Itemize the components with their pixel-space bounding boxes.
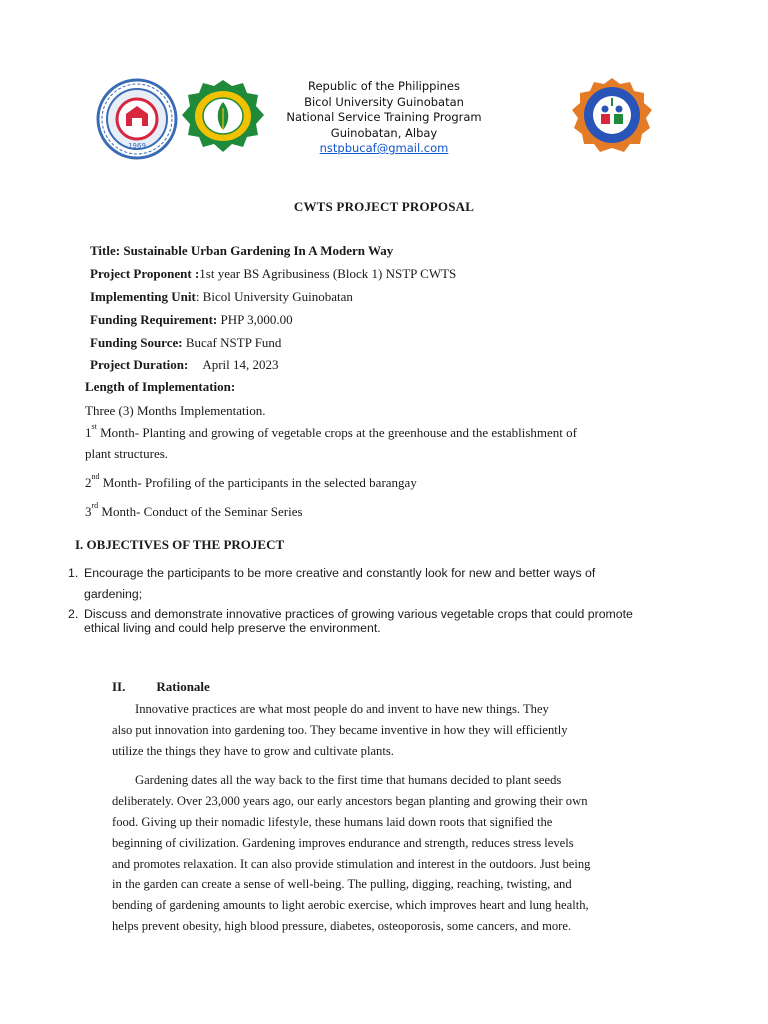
project-title-row <box>90 243 393 259</box>
letterhead <box>200 79 568 157</box>
nstp-logo <box>572 78 652 154</box>
project-proponent-row <box>90 266 456 282</box>
header-address: Guinobatan, Albay <box>330 125 438 140</box>
month-1-line: 1st Month- Planting and growing of vegetable crops at the greenhouse and the establishment of <box>85 422 577 440</box>
objectives-heading: I. OBJECTIVES OF THE PROJECT <box>75 537 285 552</box>
funding-source-value: Bucaf NSTP Fund <box>182 335 282 350</box>
header-university: Bicol University Guinobatan <box>304 94 464 109</box>
objective-item-2: 2. Discuss and demonstrate innovative practices of growing various vegetable crops that could promote <box>68 607 633 621</box>
objective-item-1-continued: gardening; <box>84 587 143 601</box>
header-program: National Service Training Program <box>286 110 482 124</box>
funding-requirement-row <box>90 312 293 328</box>
month-3-line: 3rd Month- Conduct of the Seminar Series <box>85 501 303 519</box>
header-email-link[interactable]: nstpbucaf@gmail.com <box>319 141 449 155</box>
proponent-value: 1st year BS Agribusiness (Block 1) NSTP CWTS <box>199 266 457 281</box>
rationale-number: II. <box>112 679 126 694</box>
rationale-title: Rationale <box>156 679 210 694</box>
proponent-label: Project Proponent : <box>90 266 200 281</box>
document-title: CWTS PROJECT PROPOSAL <box>293 199 475 214</box>
svg-text:1969: 1969 <box>128 142 146 150</box>
project-duration-row <box>90 357 279 373</box>
objective-item-1: 1. Encourage the participants to be more creative and constantly look for new and better ways of <box>68 566 596 580</box>
project-duration-value: April 14, 2023 <box>202 357 279 372</box>
month-2-line: 2nd Month- Profiling of the participants in the selected barangay <box>85 472 417 490</box>
implementation-heading: Length of Implementation: <box>85 379 236 394</box>
funding-requirement-label: Funding Requirement: <box>90 312 218 327</box>
bicol-university-logo <box>96 78 178 160</box>
objective-item-2-continued: ethical living and could help preserve the environment. <box>84 621 381 635</box>
implementation-summary: Three (3) Months Implementation. <box>85 403 266 418</box>
project-title-label: Title: <box>90 243 121 258</box>
implementing-unit-row <box>90 289 353 305</box>
month-1-line-continued: plant structures. <box>85 446 169 461</box>
implementing-unit-value: : Bicol University Guinobatan <box>195 289 353 304</box>
funding-source-label: Funding Source: <box>90 335 183 350</box>
funding-source-row <box>90 335 281 351</box>
implementing-unit-label: Implementing Unit <box>90 289 196 304</box>
header-country: Republic of the Philippines <box>307 79 461 93</box>
project-duration-label: Project Duration: <box>90 357 189 372</box>
funding-requirement-value: PHP 3,000.00 <box>217 312 293 327</box>
rationale-heading <box>112 679 210 695</box>
project-title-value: Sustainable Urban Gardening In A Modern Way <box>123 243 394 258</box>
